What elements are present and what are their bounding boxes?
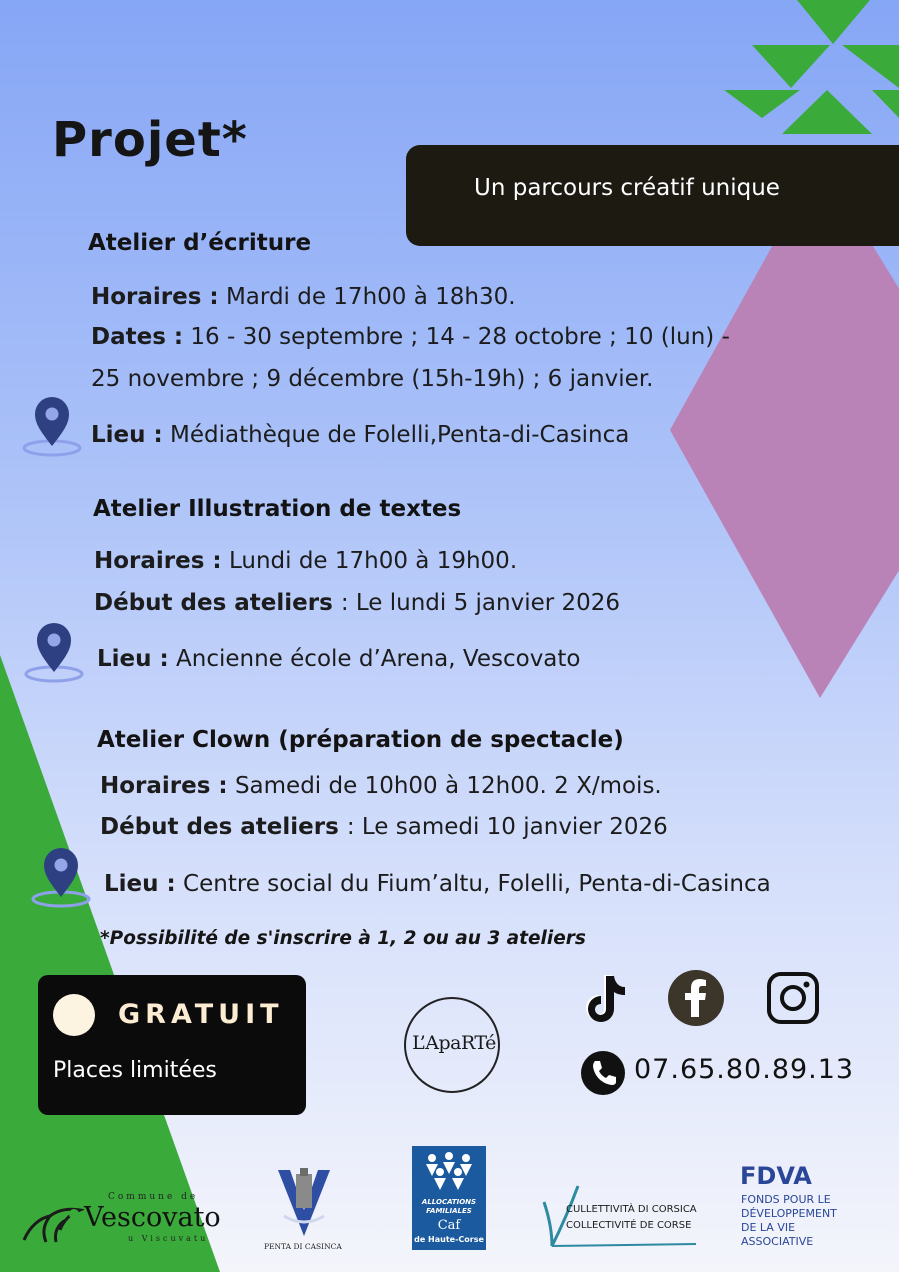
location-label: Lieu :: [91, 422, 163, 448]
workshop-1-schedule: [91, 284, 516, 310]
vescovato-emblem-icon: [20, 1196, 84, 1246]
location-value: Centre social du Fium’altu, Folelli, Penta-di-Casinca: [175, 871, 771, 897]
workshop-2-title: Atelier Illustration de textes: [93, 496, 462, 522]
workshop-3-location: [104, 871, 771, 897]
vescovato-logo: [20, 1192, 240, 1252]
fdva-line2: DÉVELOPPEMENT: [741, 1207, 837, 1220]
caf-line3: Caf: [437, 1218, 461, 1233]
location-value: Ancienne école d’Arena, Vescovato: [168, 646, 581, 672]
location-value: Médiathèque de Folelli,Penta-di-Casinca: [162, 422, 630, 448]
caf-line2: FAMILIALES: [426, 1207, 472, 1215]
penta-logo: [262, 1166, 344, 1256]
fdva-line1: FONDS POUR LE: [741, 1193, 831, 1206]
start-value: : Le samedi 10 janvier 2026: [346, 814, 668, 840]
fdva-title: FDVA: [740, 1162, 812, 1190]
vescovato-top: Commune de: [108, 1192, 199, 1202]
facebook-icon[interactable]: [667, 969, 725, 1027]
workshop-1-location: [91, 422, 629, 448]
start-label: Début des ateliers: [94, 590, 341, 616]
dates-label: Dates :: [91, 324, 184, 350]
phone-icon: [580, 1050, 626, 1096]
location-label: Lieu :: [104, 871, 176, 897]
page-title: Projet*: [52, 112, 248, 168]
caf-line4: de Haute-Corse: [414, 1235, 484, 1244]
workshop-2-location: [97, 646, 581, 672]
start-label: Début des ateliers: [100, 814, 347, 840]
workshop-1-dates-cont: 25 novembre ; 9 décembre (15h-19h) ; 6 janvier.: [91, 366, 654, 392]
workshop-1-title: Atelier d’écriture: [88, 230, 312, 256]
corsica-line2: COLLECTIVITÉ DE CORSE: [566, 1220, 692, 1231]
tiktok-icon[interactable]: [580, 972, 628, 1026]
schedule-label: Horaires :: [91, 284, 219, 310]
schedule-value: Mardi de 17h00 à 18h30.: [218, 284, 516, 310]
location-label: Lieu :: [97, 646, 169, 672]
dot-icon: [53, 994, 95, 1036]
workshop-2-start: [94, 590, 620, 616]
caf-logo: [412, 1146, 486, 1250]
location-pin-icon: [30, 847, 92, 911]
start-value: : Le lundi 5 janvier 2026: [340, 590, 621, 616]
caf-family-icon: [420, 1150, 478, 1196]
vescovato-sub: u Viscuvatu: [128, 1234, 209, 1243]
fdva-logo: [740, 1162, 880, 1254]
penta-crest-icon: [274, 1166, 334, 1238]
fdva-line4: ASSOCIATIVE: [741, 1235, 814, 1248]
vescovato-name: Vescovato: [84, 1202, 221, 1233]
green-triangle-pattern: [724, 0, 899, 134]
corsica-swoosh-icon: [538, 1180, 698, 1250]
schedule-label: Horaires :: [94, 548, 222, 574]
places-limited: Places limitées: [53, 1058, 217, 1083]
corsica-logo: [538, 1180, 698, 1250]
schedule-label: Horaires :: [100, 773, 228, 799]
dates-value: 16 - 30 septembre ; 14 - 28 octobre ; 10 (lun) -: [183, 324, 730, 350]
price-label: GRATUIT: [118, 999, 284, 1030]
tagline-banner: Un parcours créatif unique: [406, 145, 899, 246]
schedule-value: Lundi de 17h00 à 19h00.: [221, 548, 518, 574]
workshop-1-dates: [91, 324, 730, 350]
workshop-3-schedule: [100, 773, 662, 799]
workshop-3-start: [100, 814, 668, 840]
phone-number[interactable]: 07.65.80.89.13: [634, 1054, 855, 1085]
registration-note: *Possibilité de s'inscrire à 1, 2 ou au 3 ateliers: [100, 928, 586, 949]
fdva-line3: DE LA VIE: [741, 1221, 796, 1234]
schedule-value: Samedi de 10h00 à 12h00. 2 X/mois.: [227, 773, 662, 799]
workshop-2-schedule: [94, 548, 517, 574]
instagram-icon[interactable]: [766, 971, 820, 1025]
corsica-line1: CULLETTIVITÀ DI CORSICA: [566, 1204, 697, 1215]
workshop-3-title: Atelier Clown (préparation de spectacle): [97, 727, 624, 753]
location-pin-icon: [21, 396, 83, 460]
location-pin-icon: [23, 622, 85, 686]
penta-text: PENTA DI CASINCA: [264, 1242, 342, 1251]
caf-line1: ALLOCATIONS: [421, 1198, 477, 1206]
aparte-logo-text: L’ApaRTé: [412, 1032, 496, 1054]
